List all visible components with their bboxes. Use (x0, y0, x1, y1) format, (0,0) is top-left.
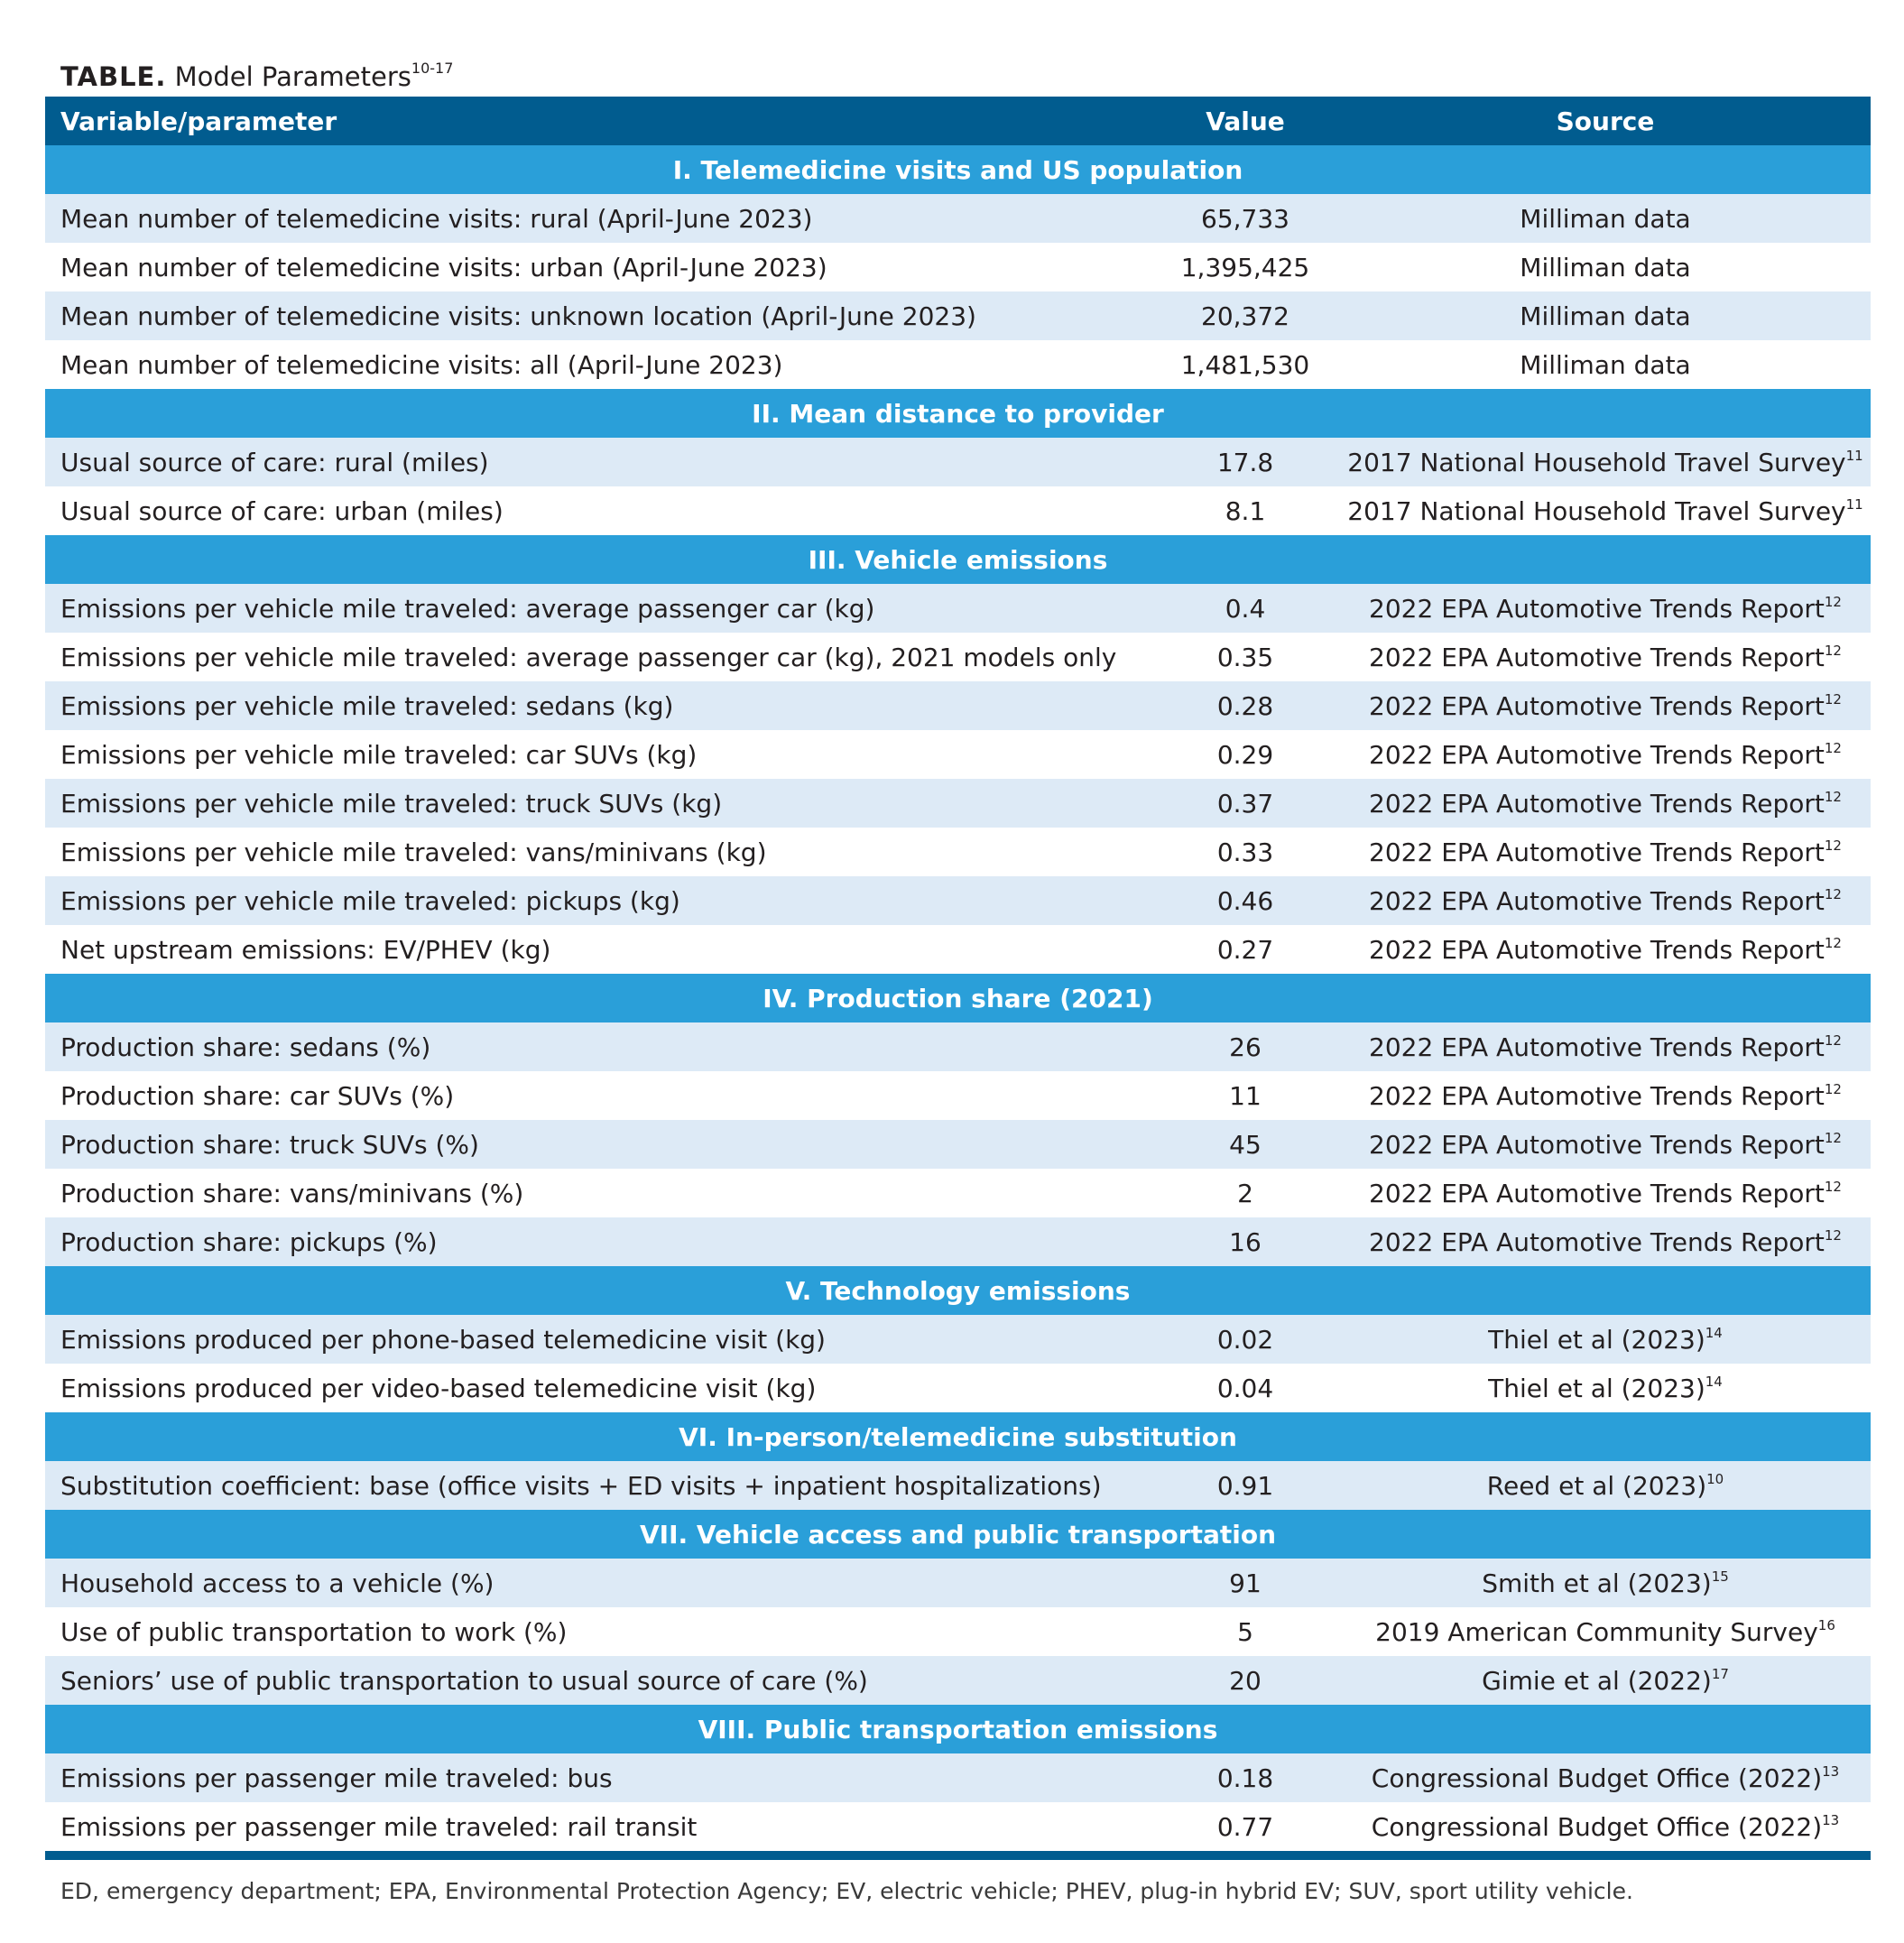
source-text: 2022 EPA Automotive Trends Report (1369, 885, 1825, 916)
variable-cell: Emissions per vehicle mile traveled: truck SUVs (kg) (45, 779, 1151, 828)
variable-cell: Household access to a vehicle (%) (45, 1559, 1151, 1607)
value-cell: 2 (1151, 1169, 1340, 1217)
source-text: Milliman data (1520, 203, 1691, 234)
table-row (45, 1120, 1871, 1169)
source-ref: 12 (1824, 642, 1842, 659)
source-cell (1340, 584, 1871, 633)
value-cell: 0.02 (1151, 1315, 1340, 1364)
source-ref: 12 (1824, 1178, 1842, 1195)
variable-cell: Production share: pickups (%) (45, 1217, 1151, 1266)
source-cell (1340, 1071, 1871, 1120)
source-text: 2022 EPA Automotive Trends Report (1369, 788, 1825, 819)
source-cell (1340, 1656, 1871, 1705)
source-text: Thiel et al (2023) (1488, 1324, 1705, 1355)
source-cell (1340, 779, 1871, 828)
source-ref: 12 (1824, 788, 1842, 805)
variable-cell: Usual source of care: rural (miles) (45, 438, 1151, 486)
model-parameters-table (45, 97, 1871, 1851)
source-text: 2022 EPA Automotive Trends Report (1369, 593, 1825, 624)
caption-title: Model Parameters (174, 61, 411, 92)
source-ref: 12 (1824, 1080, 1842, 1097)
section-title: V. Technology emissions (45, 1266, 1871, 1315)
source-ref: 12 (1824, 739, 1842, 756)
source-cell (1340, 1802, 1871, 1851)
header-source: Source (1340, 97, 1871, 145)
source-text: 2022 EPA Automotive Trends Report (1369, 1032, 1825, 1062)
value-cell: 16 (1151, 1217, 1340, 1266)
source-text: Gimie et al (2022) (1482, 1665, 1712, 1696)
source-cell (1340, 1022, 1871, 1071)
source-text: 2022 EPA Automotive Trends Report (1369, 1178, 1825, 1208)
value-cell: 0.91 (1151, 1461, 1340, 1510)
table-row (45, 340, 1871, 389)
table-row (45, 1559, 1871, 1607)
variable-cell: Emissions produced per video-based telemedicine visit (kg) (45, 1364, 1151, 1412)
table-row (45, 1022, 1871, 1071)
header-variable: Variable/parameter (45, 97, 1151, 145)
source-ref: 10 (1706, 1470, 1724, 1487)
value-cell: 0.18 (1151, 1753, 1340, 1802)
table-row (45, 1656, 1871, 1705)
source-ref: 15 (1711, 1568, 1729, 1585)
value-cell: 1,481,530 (1151, 340, 1340, 389)
source-text: Smith et al (2023) (1482, 1568, 1712, 1598)
variable-cell: Emissions produced per phone-based telemedicine visit (kg) (45, 1315, 1151, 1364)
variable-cell: Emissions per vehicle mile traveled: vans/minivans (kg) (45, 828, 1151, 876)
table-row (45, 1802, 1871, 1851)
source-text: Congressional Budget Office (2022) (1371, 1811, 1823, 1842)
value-cell: 0.28 (1151, 681, 1340, 730)
variable-cell: Emissions per passenger mile traveled: bus (45, 1753, 1151, 1802)
source-ref: 11 (1845, 495, 1863, 513)
section-title: VI. In-person/telemedicine substitution (45, 1412, 1871, 1461)
source-cell (1340, 1217, 1871, 1266)
source-ref: 12 (1824, 1226, 1842, 1244)
source-cell (1340, 194, 1871, 243)
table-caption (60, 51, 453, 95)
source-ref: 12 (1824, 1129, 1842, 1146)
variable-cell: Emissions per vehicle mile traveled: sedans (kg) (45, 681, 1151, 730)
value-cell: 11 (1151, 1071, 1340, 1120)
value-cell: 45 (1151, 1120, 1340, 1169)
section-title: III. Vehicle emissions (45, 535, 1871, 584)
source-text: 2022 EPA Automotive Trends Report (1369, 1129, 1825, 1160)
value-cell: 65,733 (1151, 194, 1340, 243)
variable-cell: Emissions per vehicle mile traveled: car SUVs (kg) (45, 730, 1151, 779)
table-row (45, 291, 1871, 340)
value-cell: 20,372 (1151, 291, 1340, 340)
table-row (45, 243, 1871, 291)
table-row (45, 633, 1871, 681)
source-text: Thiel et al (2023) (1488, 1373, 1705, 1403)
table-row (45, 681, 1871, 730)
variable-cell: Use of public transportation to work (%) (45, 1607, 1151, 1656)
value-cell: 1,395,425 (1151, 243, 1340, 291)
table-row (45, 584, 1871, 633)
source-text: 2019 American Community Survey (1375, 1616, 1818, 1647)
table-row (45, 1753, 1871, 1802)
variable-cell: Production share: vans/minivans (%) (45, 1169, 1151, 1217)
section-title: II. Mean distance to provider (45, 389, 1871, 438)
caption-label: TABLE. (60, 61, 167, 92)
value-cell: 0.27 (1151, 925, 1340, 974)
table-row (45, 779, 1871, 828)
value-cell: 5 (1151, 1607, 1340, 1656)
value-cell: 0.33 (1151, 828, 1340, 876)
source-text: 2022 EPA Automotive Trends Report (1369, 934, 1825, 965)
table-row (45, 1461, 1871, 1510)
value-cell: 26 (1151, 1022, 1340, 1071)
source-ref: 12 (1824, 934, 1842, 951)
source-text: 2017 National Household Travel Survey (1347, 447, 1846, 477)
value-cell: 20 (1151, 1656, 1340, 1705)
variable-cell: Mean number of telemedicine visits: urban (April-June 2023) (45, 243, 1151, 291)
value-cell: 0.37 (1151, 779, 1340, 828)
source-text: 2022 EPA Automotive Trends Report (1369, 739, 1825, 770)
section-row (45, 974, 1871, 1022)
value-cell: 0.77 (1151, 1802, 1340, 1851)
source-ref: 14 (1705, 1324, 1723, 1341)
source-ref: 12 (1824, 690, 1842, 708)
value-cell: 0.35 (1151, 633, 1340, 681)
value-cell: 17.8 (1151, 438, 1340, 486)
source-ref: 13 (1822, 1811, 1840, 1828)
table-row (45, 828, 1871, 876)
source-ref: 14 (1705, 1373, 1723, 1390)
table-row (45, 194, 1871, 243)
source-cell (1340, 243, 1871, 291)
table-header-row (45, 97, 1871, 145)
caption-refs: 10-17 (411, 60, 454, 77)
table-row (45, 876, 1871, 925)
section-title: I. Telemedicine visits and US population (45, 145, 1871, 194)
value-cell: 0.46 (1151, 876, 1340, 925)
table-row (45, 730, 1871, 779)
section-row (45, 1266, 1871, 1315)
table-row (45, 925, 1871, 974)
value-cell: 0.04 (1151, 1364, 1340, 1412)
source-cell (1340, 1559, 1871, 1607)
table-bottom-rule (45, 1851, 1871, 1860)
source-text: Congressional Budget Office (2022) (1371, 1763, 1823, 1793)
value-cell: 0.4 (1151, 584, 1340, 633)
variable-cell: Production share: sedans (%) (45, 1022, 1151, 1071)
section-row (45, 1705, 1871, 1753)
source-ref: 11 (1845, 447, 1863, 464)
section-row (45, 1510, 1871, 1559)
variable-cell: Substitution coefficient: base (office visits + ED visits + inpatient hospitalizations) (45, 1461, 1151, 1510)
variable-cell: Emissions per vehicle mile traveled: average passenger car (kg) (45, 584, 1151, 633)
variable-cell: Mean number of telemedicine visits: unknown location (April-June 2023) (45, 291, 1151, 340)
source-cell (1340, 876, 1871, 925)
source-cell (1340, 291, 1871, 340)
source-ref: 13 (1822, 1763, 1840, 1780)
source-ref: 12 (1824, 885, 1842, 902)
source-ref: 16 (1817, 1616, 1835, 1633)
variable-cell: Net upstream emissions: EV/PHEV (kg) (45, 925, 1151, 974)
value-cell: 8.1 (1151, 486, 1340, 535)
section-row (45, 145, 1871, 194)
variable-cell: Emissions per passenger mile traveled: rail transit (45, 1802, 1151, 1851)
table-row (45, 1169, 1871, 1217)
table-row (45, 1071, 1871, 1120)
value-cell: 91 (1151, 1559, 1340, 1607)
source-cell (1340, 1364, 1871, 1412)
section-title: VIII. Public transportation emissions (45, 1705, 1871, 1753)
source-cell (1340, 1169, 1871, 1217)
source-cell (1340, 730, 1871, 779)
table-row (45, 1217, 1871, 1266)
variable-cell: Emissions per vehicle mile traveled: pickups (kg) (45, 876, 1151, 925)
source-cell (1340, 828, 1871, 876)
variable-cell: Emissions per vehicle mile traveled: average passenger car (kg), 2021 models only (45, 633, 1151, 681)
source-cell (1340, 1607, 1871, 1656)
source-cell (1340, 1461, 1871, 1510)
source-text: 2022 EPA Automotive Trends Report (1369, 837, 1825, 867)
source-text: 2017 National Household Travel Survey (1347, 495, 1846, 526)
source-ref: 12 (1824, 593, 1842, 610)
variable-cell: Mean number of telemedicine visits: all (April-June 2023) (45, 340, 1151, 389)
source-text: Reed et al (2023) (1486, 1470, 1707, 1501)
table-row (45, 438, 1871, 486)
source-cell (1340, 1753, 1871, 1802)
source-text: Milliman data (1520, 349, 1691, 380)
variable-cell: Seniors’ use of public transportation to usual source of care (%) (45, 1656, 1151, 1705)
source-ref: 17 (1711, 1665, 1729, 1682)
section-title: IV. Production share (2021) (45, 974, 1871, 1022)
source-text: Milliman data (1520, 252, 1691, 282)
source-text: 2022 EPA Automotive Trends Report (1369, 642, 1825, 672)
source-cell (1340, 1120, 1871, 1169)
source-text: 2022 EPA Automotive Trends Report (1369, 1226, 1825, 1257)
source-cell (1340, 340, 1871, 389)
source-text: 2022 EPA Automotive Trends Report (1369, 1080, 1825, 1111)
source-cell (1340, 438, 1871, 486)
table-body (45, 145, 1871, 1851)
source-text: Milliman data (1520, 301, 1691, 331)
variable-cell: Usual source of care: urban (miles) (45, 486, 1151, 535)
variable-cell: Production share: car SUVs (%) (45, 1071, 1151, 1120)
source-cell (1340, 633, 1871, 681)
source-ref: 12 (1824, 837, 1842, 854)
table-row (45, 1607, 1871, 1656)
value-cell: 0.29 (1151, 730, 1340, 779)
section-title: VII. Vehicle access and public transportation (45, 1510, 1871, 1559)
table-row (45, 1364, 1871, 1412)
section-row (45, 389, 1871, 438)
source-text: 2022 EPA Automotive Trends Report (1369, 690, 1825, 721)
source-cell (1340, 925, 1871, 974)
section-row (45, 535, 1871, 584)
source-ref: 12 (1824, 1032, 1842, 1049)
table-footnote: ED, emergency department; EPA, Environmental Protection Agency; EV, electric vehicle; PHEV, plug-in hybrid EV; SUV, sport utility vehicle. (60, 1878, 1633, 1904)
source-cell (1340, 1315, 1871, 1364)
section-row (45, 1412, 1871, 1461)
variable-cell: Mean number of telemedicine visits: rural (April-June 2023) (45, 194, 1151, 243)
table-row (45, 1315, 1871, 1364)
header-value: Value (1151, 97, 1340, 145)
variable-cell: Production share: truck SUVs (%) (45, 1120, 1151, 1169)
table-row (45, 486, 1871, 535)
source-cell (1340, 486, 1871, 535)
source-cell (1340, 681, 1871, 730)
